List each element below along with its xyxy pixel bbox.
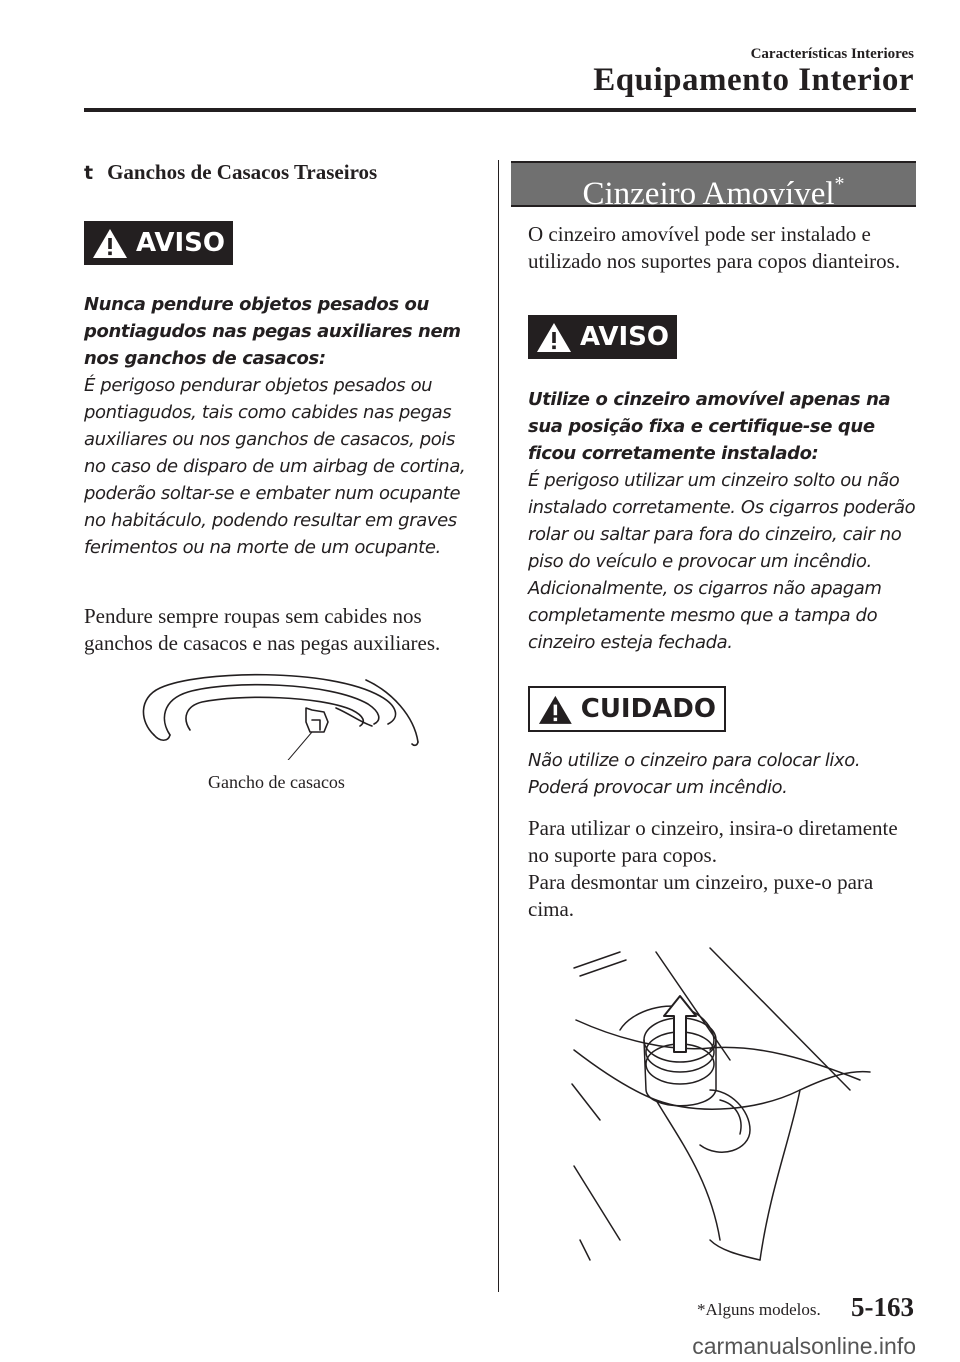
caution-triangle-icon <box>538 694 573 725</box>
chapter-title: Características Interiores <box>750 46 914 62</box>
instruction-insert: Para utilizar o cinzeiro, insira-o diretamente no suporte para copos. <box>528 816 898 867</box>
warning-label: AVISO <box>580 322 669 352</box>
subsection-heading <box>84 160 377 185</box>
figure-caption: Gancho de casacos <box>208 772 345 792</box>
caution-label: CUIDADO <box>580 694 716 724</box>
warning-badge-2 <box>528 315 677 359</box>
instruction-block <box>528 815 913 923</box>
column-divider <box>498 160 499 1292</box>
caution-text: Não utilize o cinzeiro para colocar lixo. Poderá provocar um incêndio. <box>528 750 861 798</box>
instruction-remove: Para desmontar um cinzeiro, puxe-o para cima. <box>528 870 874 921</box>
caution-badge <box>528 686 726 732</box>
body-paragraph: Pendure sempre roupas sem cabides nos ganchos de casacos e nas pegas auxiliares. <box>84 604 441 655</box>
bullet-icon: t <box>84 162 94 184</box>
warning-body: É perigoso utilizar um cinzeiro solto ou não instalado corretamente. Os cigarros poderão rolar ou saltar para fora do cinzeiro, cair no piso do veículo e provocar um incêndio. Adicionalmente, os cigarros não apagam completamente mesmo que a tampa do cinzeiro esteja fechada. <box>528 470 916 653</box>
warning-text-block <box>84 291 476 561</box>
banner-title: Cinzeiro Amovível <box>582 176 835 212</box>
section-banner <box>511 161 916 212</box>
warning-triangle-icon <box>92 227 128 259</box>
warning-body: É perigoso pendurar objetos pesados ou pontiagudos, tais como cabides nas pegas auxiliares ou nos ganchos de casacos, pois no caso de disparo de um airbag de cortina, poderão soltar-se e embater num ocupante no habitáculo, podendo resultar em graves ferimentos ou na morte de um ocupante. <box>84 375 466 558</box>
ashtray-illustration <box>560 940 890 1280</box>
page-number: 5-163 <box>851 1292 914 1322</box>
warning-label: AVISO <box>136 228 225 258</box>
warning-badge <box>84 221 233 265</box>
watermark: carmanualsonline.info <box>692 1333 916 1359</box>
subsection-heading-text: Ganchos de Casacos Traseiros <box>107 160 378 184</box>
banner-asterisk: * <box>834 173 845 195</box>
warning-lead: Utilize o cinzeiro amovível apenas na sua posição fixa e certifique-se que ficou corretamente instalado: <box>528 389 891 464</box>
coat-hook-illustration <box>130 660 430 760</box>
warning-text-block-2 <box>528 386 916 656</box>
intro-paragraph: O cinzeiro amovível pode ser instalado e utilizado nos suportes para copos dianteiros. <box>528 222 901 273</box>
warning-lead: Nunca pendure objetos pesados ou pontiagudos nas pegas auxiliares nem nos ganchos de casacos: <box>84 294 461 369</box>
header-rule <box>84 108 916 112</box>
section-title: Equipamento Interior <box>593 62 914 98</box>
footnote: *Alguns modelos. <box>697 1300 821 1319</box>
warning-triangle-icon <box>536 321 572 353</box>
